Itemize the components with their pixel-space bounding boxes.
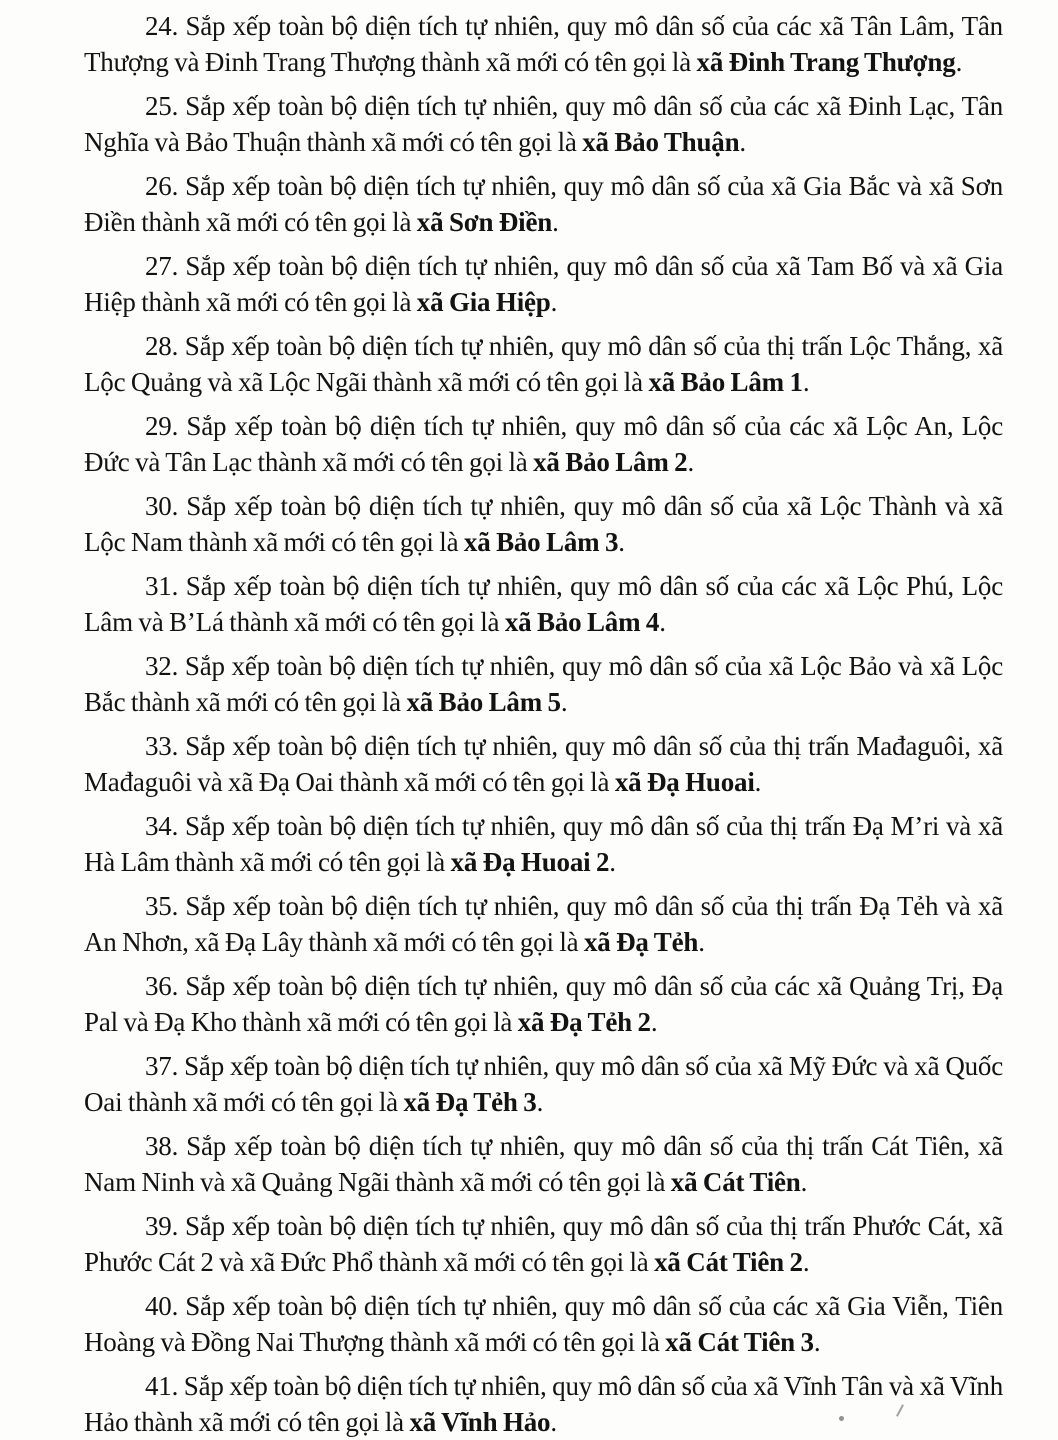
item-new-commune-name: xã Đạ Huoai <box>614 767 755 797</box>
item-number: 31. <box>145 571 186 601</box>
list-item <box>84 488 1003 560</box>
item-body-text: Sắp xếp toàn bộ diện tích tự nhiên, quy mô dân số của các xã Quảng Trị, Đạ Pal và Đạ Kho thành xã mới có tên gọi là <box>84 971 1004 1037</box>
item-new-commune-name: xã Bảo Lâm 1 <box>648 367 803 397</box>
item-number: 26. <box>145 171 186 201</box>
item-new-commune-name: xã Sơn Điền <box>416 207 553 237</box>
item-number: 25. <box>145 91 186 121</box>
list-item <box>84 1288 1003 1360</box>
item-body-text: Sắp xếp toàn bộ diện tích tự nhiên, quy mô dân số của các xã Tân Lâm, Tân Thượng và Đinh Trang Thượng thành xã mới có tên gọi là <box>84 11 1003 77</box>
item-body-text: Sắp xếp toàn bộ diện tích tự nhiên, quy mô dân số của thị trấn Cát Tiên, xã Nam Ninh và xã Quảng Ngãi thành xã mới có tên gọi là <box>84 1131 1003 1197</box>
list-item <box>84 168 1003 240</box>
list-item <box>84 808 1003 880</box>
item-period: . <box>560 687 568 717</box>
item-new-commune-name: xã Bảo Lâm 5 <box>406 687 561 717</box>
list-item <box>84 88 1003 160</box>
item-new-commune-name: xã Đạ Huoai 2 <box>450 847 610 877</box>
item-number: 38. <box>145 1131 187 1161</box>
item-new-commune-name: xã Bảo Lâm 3 <box>463 527 619 557</box>
item-body-text: Sắp xếp toàn bộ diện tích tự nhiên, quy mô dân số của thị trấn Phước Cát, xã Phước Cát 2 và xã Đức Phổ thành xã mới có tên gọi là <box>84 1211 1004 1277</box>
item-new-commune-name: xã Vĩnh Hảo <box>409 1407 551 1437</box>
item-body-text: Sắp xếp toàn bộ diện tích tự nhiên, quy mô dân số của thị trấn Đạ Tẻh và xã An Nhơn, xã Đạ Lây thành xã mới có tên gọi là <box>84 891 1003 957</box>
item-number: 37. <box>145 1051 185 1081</box>
list-item <box>84 408 1003 480</box>
list-item <box>84 648 1003 720</box>
item-new-commune-name: xã Cát Tiên <box>670 1167 801 1197</box>
item-number: 33. <box>145 731 186 761</box>
item-period: . <box>659 607 666 637</box>
item-period: . <box>687 447 695 477</box>
item-number: 36. <box>145 971 186 1001</box>
item-period: . <box>800 1167 808 1197</box>
item-number: 39. <box>145 1211 185 1241</box>
item-period: . <box>650 1007 658 1037</box>
item-body-text: Sắp xếp toàn bộ diện tích tự nhiên, quy mô dân số của xã Vĩnh Tân và xã Vĩnh Hảo thành xã mới có tên gọi là <box>84 1371 1003 1437</box>
item-number: 34. <box>145 811 185 841</box>
item-new-commune-name: xã Bảo Lâm 2 <box>533 447 688 477</box>
item-number: 29. <box>145 411 187 441</box>
item-period: . <box>609 847 616 877</box>
list-item <box>84 1368 1003 1440</box>
item-period: . <box>955 47 963 77</box>
item-number: 32. <box>145 651 185 681</box>
item-number: 41. <box>145 1371 184 1401</box>
item-new-commune-name: xã Đạ Tẻh <box>583 927 699 957</box>
list-item <box>84 1128 1003 1200</box>
list-item <box>84 568 1003 640</box>
item-body-text: Sắp xếp toàn bộ diện tích tự nhiên, quy mô dân số của xã Mỹ Đức và xã Quốc Oai thành xã mới có tên gọi là <box>84 1051 1003 1117</box>
item-number: 24. <box>145 11 186 41</box>
items-list <box>84 8 1003 1440</box>
item-new-commune-name: xã Cát Tiên 2 <box>654 1247 803 1277</box>
item-body-text: Sắp xếp toàn bộ diện tích tự nhiên, quy mô dân số của thị trấn Đạ M’ri và xã Hà Lâm thành xã mới có tên gọi là <box>84 811 1003 877</box>
item-number: 28. <box>145 331 185 361</box>
item-new-commune-name: xã Cát Tiên 3 <box>665 1327 814 1357</box>
item-number: 40. <box>145 1291 186 1321</box>
list-item <box>84 888 1003 960</box>
list-item <box>84 328 1003 400</box>
item-period: . <box>536 1087 544 1117</box>
item-new-commune-name: xã Đinh Trang Thượng <box>696 47 956 77</box>
item-body-text: Sắp xếp toàn bộ diện tích tự nhiên, quy mô dân số của các xã Đinh Lạc, Tân Nghĩa và Bảo Thuận thành xã mới có tên gọi là <box>84 91 1004 157</box>
item-body-text: Sắp xếp toàn bộ diện tích tự nhiên, quy mô dân số của xã Lộc Bảo và xã Lộc Bắc thành xã mới có tên gọi là <box>84 651 1004 717</box>
list-item <box>84 968 1003 1040</box>
item-period: . <box>550 287 558 317</box>
item-new-commune-name: xã Bảo Lâm 4 <box>504 607 660 637</box>
item-body-text: Sắp xếp toàn bộ diện tích tự nhiên, quy mô dân số của xã Lộc Thành và xã Lộc Nam thành xã mới có tên gọi là <box>84 491 1003 557</box>
item-number: 35. <box>145 891 186 921</box>
item-period: . <box>802 1247 810 1277</box>
list-item <box>84 1208 1003 1280</box>
item-body-text: Sắp xếp toàn bộ diện tích tự nhiên, quy mô dân số của thị trấn Mađaguôi, xã Mađaguôi và xã Đạ Oai thành xã mới có tên gọi là <box>84 731 1004 797</box>
item-period: . <box>698 927 705 957</box>
item-number: 27. <box>145 251 186 281</box>
item-body-text: Sắp xếp toàn bộ diện tích tự nhiên, quy mô dân số của các xã Gia Viễn, Tiên Hoàng và Đồng Nai Thượng thành xã mới có tên gọi là <box>84 1291 1003 1357</box>
item-body-text: Sắp xếp toàn bộ diện tích tự nhiên, quy mô dân số của xã Gia Bắc và xã Sơn Điền thành xã mới có tên gọi là <box>84 171 1003 237</box>
item-period: . <box>739 127 746 157</box>
item-period: . <box>552 207 559 237</box>
list-item <box>84 8 1003 80</box>
item-body-text: Sắp xếp toàn bộ diện tích tự nhiên, quy mô dân số của các xã Lộc Phú, Lộc Lâm và B’Lá thành xã mới có tên gọi là <box>84 571 1003 637</box>
item-body-text: Sắp xếp toàn bộ diện tích tự nhiên, quy mô dân số của xã Tam Bố và xã Gia Hiệp thành xã mới có tên gọi là <box>84 251 1003 317</box>
item-new-commune-name: xã Bảo Thuận <box>582 127 740 157</box>
item-number: 30. <box>145 491 187 521</box>
item-body-text: Sắp xếp toàn bộ diện tích tự nhiên, quy mô dân số của thị trấn Lộc Thắng, xã Lộc Quảng và xã Lộc Ngãi thành xã mới có tên gọi là <box>84 331 1003 397</box>
list-item <box>84 728 1003 800</box>
item-body-text: Sắp xếp toàn bộ diện tích tự nhiên, quy mô dân số của các xã Lộc An, Lộc Đức và Tân Lạc thành xã mới có tên gọi là <box>84 411 1003 477</box>
item-period: . <box>618 527 625 557</box>
item-new-commune-name: xã Đạ Tẻh 3 <box>403 1087 537 1117</box>
scan-artifact <box>839 1416 844 1421</box>
item-period: . <box>802 367 810 397</box>
item-period: . <box>813 1327 821 1357</box>
list-item <box>84 1048 1003 1120</box>
item-new-commune-name: xã Đạ Tẻh 2 <box>517 1007 651 1037</box>
item-new-commune-name: xã Gia Hiệp <box>416 287 551 317</box>
item-period: . <box>550 1407 557 1437</box>
item-period: . <box>754 767 762 797</box>
list-item <box>84 248 1003 320</box>
